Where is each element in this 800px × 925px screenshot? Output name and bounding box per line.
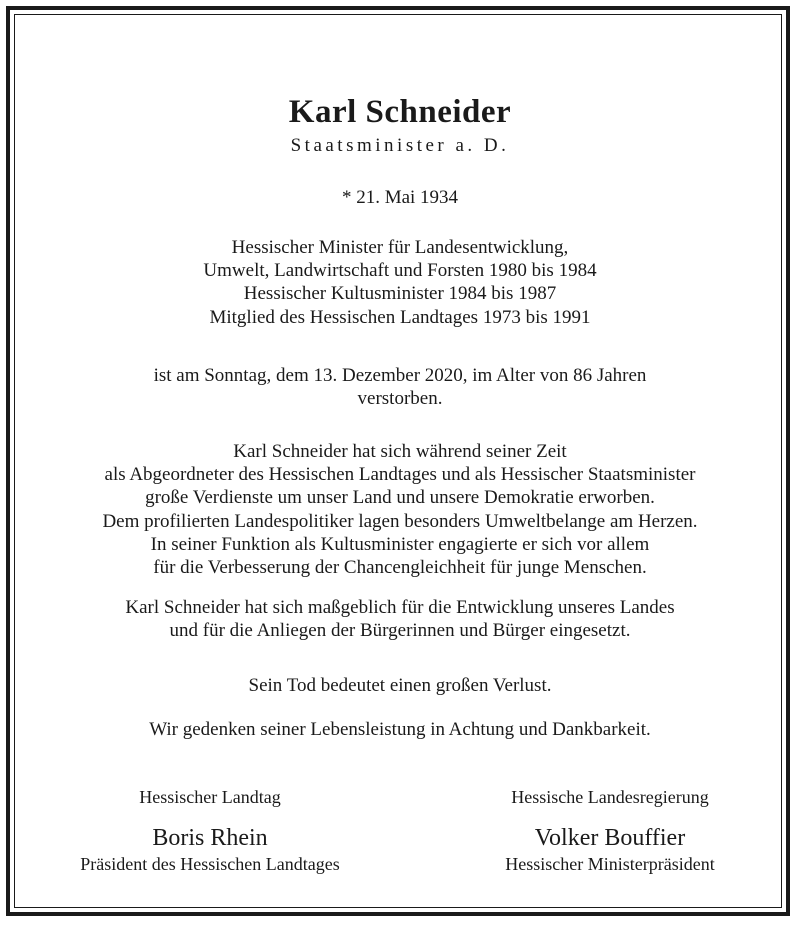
tribute-line: große Verdienste um unser Land und unsere Demokratie erworben. — [145, 487, 655, 509]
death-notice — [0, 364, 800, 410]
signatory-right-organization: Hessische Landesregierung — [511, 787, 709, 807]
tribute-paragraph — [0, 440, 800, 579]
career-line: Hessischer Minister für Landesentwicklung, — [231, 237, 569, 258]
tribute-line: Dem profilierten Landespolitiker lagen besonders Umweltbelange am Herzen. — [102, 510, 698, 532]
death-line: ist am Sonntag, dem 13. Dezember 2020, im Alter von 86 Jahren — [153, 365, 647, 386]
tribute-line: als Abgeordneter des Hessischen Landtages und als Hessischer Staatsminister — [104, 464, 696, 486]
career-line: Umwelt, Landwirtschaft und Forsten 1980 bis 1984 — [203, 260, 597, 282]
career-line: Mitglied des Hessischen Landtages 1973 bis 1991 — [209, 306, 591, 328]
signatory-left-name: Boris Rhein — [152, 825, 268, 851]
career-paragraph — [0, 236, 800, 329]
deceased-title: Staatsminister a. D. — [290, 135, 510, 156]
tribute2-line: Karl Schneider hat sich maßgeblich für die Entwicklung unseres Landes — [125, 597, 675, 618]
tribute-paragraph-2 — [0, 596, 800, 642]
tribute-line: In seiner Funktion als Kultusminister engagierte er sich vor allem — [150, 533, 650, 555]
loss-statement: Sein Tod bedeutet einen großen Verlust. — [248, 675, 552, 696]
tribute2-line: und für die Anliegen der Bürgerinnen und Bürger eingesetzt. — [169, 620, 631, 642]
signatory-left-organization: Hessischer Landtag — [139, 787, 281, 807]
signatory-right-name: Volker Bouffier — [534, 825, 686, 851]
death-line: verstorben. — [357, 388, 443, 410]
deceased-name: Karl Schneider — [288, 94, 512, 130]
tribute-line: für die Verbesserung der Chancengleichheit für junge Menschen. — [153, 557, 647, 579]
remembrance-statement: Wir gedenken seiner Lebensleistung in Achtung und Dankbarkeit. — [149, 719, 651, 740]
tribute-line: Karl Schneider hat sich während seiner Zeit — [233, 441, 567, 462]
signatory-right-role: Hessischer Ministerpräsident — [505, 854, 715, 874]
signatory-left-role: Präsident des Hessischen Landtages — [80, 854, 340, 874]
birth-date: * 21. Mai 1934 — [341, 187, 459, 208]
career-line: Hessischer Kultusminister 1984 bis 1987 — [243, 283, 557, 305]
